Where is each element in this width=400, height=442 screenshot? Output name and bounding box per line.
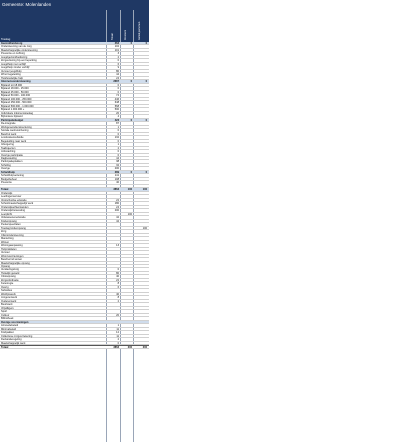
row-label: Ketenregie [1,282,14,286]
row-label: Inkomensondersteuning [1,80,31,84]
row-label: Overige voorzieningen [1,320,29,324]
row-label: Beschut werk [1,132,17,136]
row-value-total: 0 [117,129,119,133]
row-value-total: 3863 [113,188,119,192]
row-value-total: 3 [117,52,119,56]
row-label: Totaal [1,346,9,350]
row-label: Bijstand 500.000 - 1.000.000 [1,104,34,108]
row-label: Gezondheidszorg [1,42,23,45]
header-col-total: Totaal [111,33,114,40]
row-value-persons: 200 [142,346,147,350]
spreadsheet [0,0,149,442]
row-value-total: 24 [116,205,119,209]
row-value-total: 0 [117,132,119,136]
row-value-total: 464 [114,42,119,45]
row-value-total: 80 [116,271,119,275]
row-label: Kinderopvang [1,219,17,223]
row-label: Maatschappelijke opvang [1,261,30,265]
row-value-total: 0 [117,87,119,91]
row-value-total: 200 [114,167,119,171]
row-value-total: 40 [116,275,119,279]
row-label: Beschermd wonen [1,258,23,262]
row-label: Collectieve zorgverzekering [1,334,33,338]
row-value-total: 38 [116,160,119,164]
row-value-total: 141 [114,174,119,178]
row-label: Minimabeleid [1,327,17,331]
row-value-total: 2 [117,338,119,342]
row-value-total: 44 [116,156,119,160]
row-label: Onderwijshuisvesting [1,209,26,213]
row-label: Schoolmaatschappelijk werk [1,202,34,206]
row-value-total: 0 [117,83,119,87]
row-value-total: 44 [116,73,119,77]
row-value-total: 200 [114,209,119,213]
row-label: Jeugdgezondheidszorg [1,55,28,59]
row-value-inhabitants: 100 [127,188,132,192]
row-label: Maatschappelijk werk [1,341,26,345]
table-row [0,345,149,348]
row-label: Bijstand 100.000 - 250.000 [1,97,32,101]
row-value-total: 40 [116,292,119,296]
row-label: Bijstand 25.000 - 50.000 [1,90,29,94]
row-value-persons: 100 [142,188,147,192]
row-value-inhabitants: 200 [127,346,132,350]
row-value-total: 8 [117,296,119,300]
row-value-total: 74 [116,94,119,98]
row-label: Sport [1,310,8,314]
row-label: Huishoudelijke hulp [1,76,24,80]
row-label: Voorschoolse educatie [1,198,27,202]
row-value-persons: 100 [142,226,147,230]
row-label: Bijzondere bijstand [1,115,23,119]
row-label: Kindpakket [1,331,14,335]
row-label: Jeugdhulp zonder verblijf [1,66,30,70]
row-value-total: 40 [116,181,119,185]
row-label: Bijstand 18.000 - 25.000 [1,87,29,91]
header-col-persons: Aantal personen [138,21,141,40]
row-label: Zorgverlening bij een beperking [1,59,37,63]
row-value-total: 80 [116,69,119,73]
row-label: Maatschappelijke ondersteuning [1,48,38,52]
row-label: Armoedebeleid [1,324,19,328]
row-value-total: 0 [117,59,119,63]
row-value-total: 446 [114,97,119,101]
row-value-total: 42 [116,219,119,223]
row-value-total: 0 [117,150,119,154]
row-label: Bijstand 1.000.000 + [1,108,25,112]
row-label: Declaratieregeling [1,338,22,342]
row-label: Werkgeversdienstverlening [1,125,32,129]
row-value-total: 180 [114,202,119,206]
row-value-total: 24 [116,76,119,80]
row-value-total: 1 [117,125,119,129]
row-value-inhabitants: 0 [130,170,132,174]
row-label: Ouderenwerk [1,299,17,303]
row-label: Jongerenwerk [1,296,17,300]
row-label: Scholing [1,163,11,167]
row-value-total: 0 [117,139,119,143]
row-label: Taaltrajecten [1,146,16,150]
row-label: Wonen [1,240,10,244]
row-value-total: 2 [117,55,119,59]
row-label: Huiselijk geweld [1,271,20,275]
row-label: Onderwijsachterstanden [1,205,29,209]
row-label: Vervoer [1,251,10,255]
row-value-total: 9 [117,66,119,70]
row-value-total: 289 [114,170,119,174]
row-value-total: 2 [117,146,119,150]
row-value-inhabitants: 0 [130,118,132,122]
row-label: Leerplicht [1,212,13,216]
row-label: Cliëntondersteuning [1,233,24,237]
row-label: Toeslag kinderopvang [1,226,26,230]
row-value-total: 1 [117,143,119,147]
row-label: Re-integratie [1,122,16,126]
row-label: Onderwijs [1,191,13,195]
row-label: Volwasseneneducatie [1,216,26,220]
row-value-total: 42 [116,216,119,220]
row-label: Individuele inkomenstoeslag [1,111,33,115]
row-value-total: 22 [116,278,119,282]
row-value-total: 6 [117,285,119,289]
row-value-total: 6 [117,62,119,66]
row-label: Bijstand 250.000 - 500.000 [1,101,32,105]
row-label: Totaal [1,188,9,192]
row-value-total: 0 [117,90,119,94]
row-label: Verslavingszorg [1,268,19,272]
row-value-total: 13 [116,244,119,248]
row-label: Participatieplekken [1,160,23,164]
row-label: Bijstand 50.000 - 100.000 [1,94,31,98]
row-label: Jeugdhulp met verblijf [1,62,26,66]
row-value-total: 0 [117,153,119,157]
row-label: Loonkostensubsidie [1,136,24,140]
row-value-persons: 0 [145,80,147,84]
row-value-total: 11 [116,334,119,338]
row-value-total: 22 [116,198,119,202]
row-label: Preventie [1,181,12,185]
row-label: Zorg [1,230,7,234]
row-value-total: 12 [116,331,119,335]
row-label: Vervoer jeugdhulp [1,69,22,73]
row-value-total: 108 [114,177,119,181]
row-value-persons: 0 [145,118,147,122]
row-value-total: 132 [114,136,119,140]
table-body [0,42,149,349]
row-value-total: 648 [114,101,119,105]
row-label: Mantelzorg [1,237,14,241]
row-value-total: 101 [114,48,119,52]
row-value-inhabitants: 0 [130,80,132,84]
row-label: Vrijwilligers [1,306,14,310]
row-value-persons: 0 [145,170,147,174]
row-label: Jobcoaching [1,150,16,154]
row-label: Peuterspeelzalen [1,223,21,227]
row-value-total: 1 [117,324,119,328]
row-label: Sociale werkvoorziening [1,129,29,133]
row-label: Hulpmiddelen [1,247,17,251]
row-label: Cultuur [1,313,10,317]
row-label: Subsidies [1,289,13,293]
row-label: Bibliotheek [1,317,14,321]
row-label: Schuldhulp [1,170,15,174]
row-label: Opvang [1,265,10,268]
row-label: Dagbesteding [1,156,17,160]
row-value-total: 2687 [113,80,119,84]
row-label: Inburgering [1,143,14,147]
row-value-total: 11 [116,327,119,331]
row-value-total: 20 [116,111,119,115]
row-label: Bijstand tot 18.000 [1,83,23,87]
row-label: Welzijnswerk [1,292,16,296]
header-col-inhabitants: Inwoners [124,29,127,40]
header-label: Toeslag [1,38,11,41]
row-value-total: 4 [117,115,119,119]
row-value-total: 500 [114,108,119,112]
row-label: Ondersteuning van de zorg [1,45,32,49]
row-value-total: 0 [117,268,119,272]
row-label: Woonvoorzieningen [1,254,24,258]
row-value-total: 568 [114,104,119,108]
column-header [0,10,149,42]
row-label: Schuldhulpverlening [1,174,24,178]
row-label: Budgetbeheer [1,177,18,181]
row-value-persons: 0 [145,42,147,45]
row-label: Crisisopvang [1,275,16,279]
row-value-total: 0 [117,341,119,345]
row-label: Overige [1,167,10,171]
row-value-total: 87 [116,122,119,126]
row-value-total: 423 [114,118,119,122]
row-label: Leerlingenvervoer [1,195,22,199]
sheet-title: Gemeente: Molenlanden [0,0,149,10]
row-label: Zorgcoördinatie [1,278,19,282]
row-label: Preventie en zelfzorg [1,52,25,56]
row-value-total: 102 [114,45,119,49]
row-value-total: 20 [116,313,119,317]
row-label: Overige participatie [1,153,23,157]
row-value-total: 2 [117,299,119,303]
row-value-total: 8 [117,282,119,286]
row-label: Begeleiding naar werk [1,139,27,143]
row-label: Participatiebudget [1,118,24,122]
row-value-total: 3863 [113,346,119,350]
row-value-total: 32 [116,163,119,167]
row-value-inhabitants: 100 [127,212,132,216]
row-label: Wmo begeleiding [1,73,21,77]
row-label: Overig [1,285,9,289]
row-value-inhabitants: 0 [130,42,132,45]
row-label: Woningaanpassing [1,244,23,248]
row-label: Buurtwerk [1,303,13,307]
